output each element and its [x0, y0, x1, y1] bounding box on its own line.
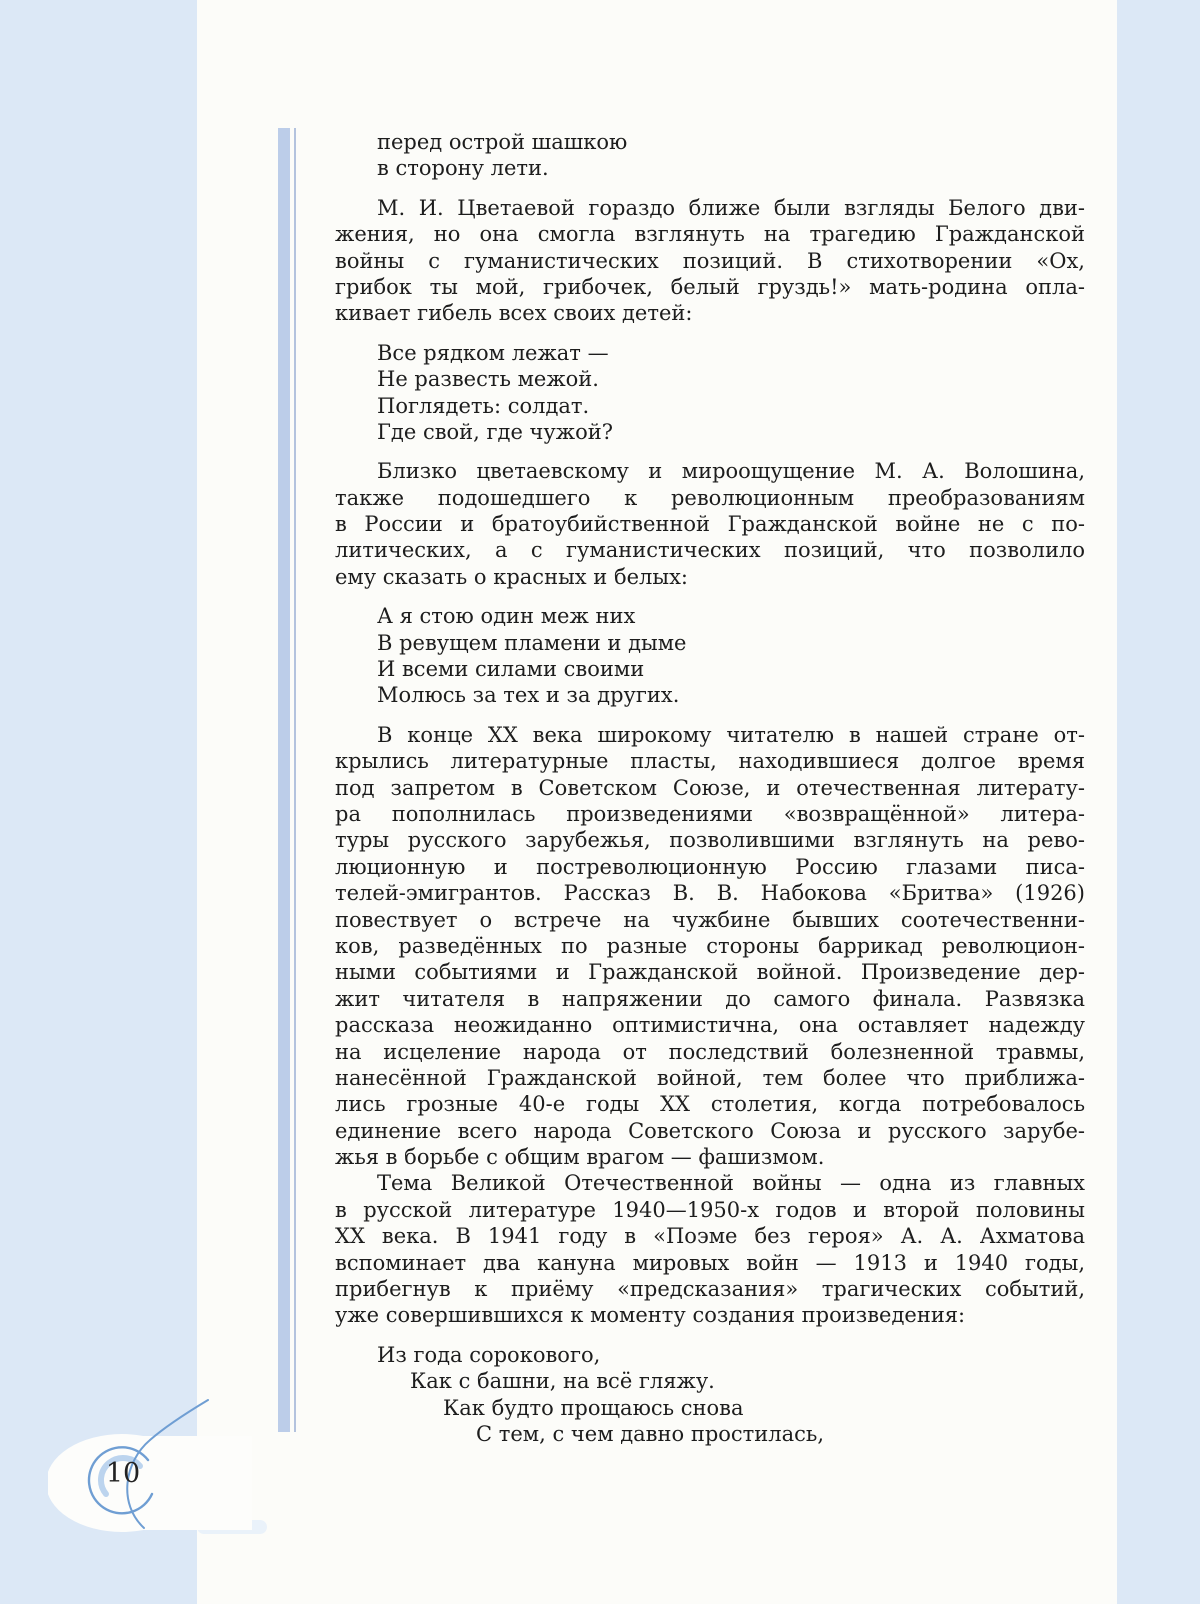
text-line: жья в борьбе с общим врагом — фашизмом.: [335, 1145, 825, 1170]
verse-block: [335, 129, 1085, 182]
text-line: В ревущем пламени и дыме: [377, 630, 687, 655]
text-line: Из года сорокового,: [377, 1342, 601, 1367]
paragraph-block: [335, 722, 1085, 1171]
text-line: Все рядком лежат —: [377, 340, 609, 365]
text-line: в русской литературе 1940—1950-х годов и второй половины: [335, 1197, 1085, 1222]
text-line: Тема Великой Отечественной войны — одна из главных: [377, 1171, 1085, 1196]
text-line: И всеми силами своими: [377, 657, 645, 682]
text-line: Где свой, где чужой?: [377, 419, 614, 444]
text-line: жения, но она смогла взглянуть на трагедию Гражданской: [335, 222, 1085, 247]
text-line: В конце XX века широкому читателю в нашей стране от-: [377, 722, 1085, 747]
text-line: прибегнув к приёму «предсказания» трагических событий,: [335, 1277, 1085, 1302]
text-line: жит читателя в напряжении до самого финала. Развязка: [335, 986, 1085, 1011]
text-line: ков, разведённых по разные стороны баррикад революцион-: [335, 933, 1085, 958]
text-line: Молюсь за тех и за других.: [377, 683, 680, 708]
text-line: литических, а с гуманистических позиций, что позволило: [335, 538, 1085, 563]
text-line: XX века. В 1941 году в «Поэме без героя» А. А. Ахматова: [335, 1224, 1085, 1249]
text-line: Как с башни, на всё гляжу.: [410, 1369, 715, 1394]
text-line: туры русского зарубежья, позволившими взглянуть на рево-: [335, 828, 1085, 853]
text-line: М. И. Цветаевой гораздо ближе были взгляды Белого дви-: [377, 195, 1085, 220]
text-column: [335, 129, 1085, 1460]
text-line: повествует о встрече на чужбине бывших соотечественни-: [335, 907, 1085, 932]
paragraph-block: [335, 458, 1085, 590]
text-line: грибок ты мой, грибочек, белый груздь!» мать-родина опла-: [335, 274, 1085, 299]
text-line: крылись литературные пласты, находившиеся долгое время: [335, 749, 1085, 774]
paragraph-block: [335, 1170, 1085, 1328]
page-margin-right: [1117, 0, 1200, 1604]
page-number: 10: [105, 1458, 141, 1489]
text-line: единение всего народа Советского Союза и русского зарубе-: [335, 1118, 1085, 1143]
text-line: в России и братоубийственной Гражданской войне не с по-: [335, 512, 1085, 537]
text-line: войны с гуманистических позиций. В стихотворении «Ох,: [335, 248, 1085, 273]
text-line: нанесённой Гражданской войной, тем более что приближа-: [335, 1065, 1085, 1090]
text-line: Не развесть межой.: [377, 367, 599, 392]
page-corner-flourish: [48, 1398, 348, 1538]
vertical-rule-thin: [294, 128, 296, 1432]
text-line: также подошедшего к революционным преобразованиям: [335, 485, 1085, 510]
vertical-rule-thick: [278, 128, 290, 1432]
verse-block: [335, 603, 1085, 709]
text-line: Близко цветаевскому и мироощущение М. А. Волошина,: [377, 459, 1085, 484]
text-line: С тем, с чем давно простилась,: [476, 1421, 825, 1446]
verse-block: [335, 1342, 1085, 1448]
text-line: под запретом в Советском Союзе, и отечественная литерату-: [335, 775, 1085, 800]
text-line: вспоминает два кануна мировых войн — 1913 и 1940 годы,: [335, 1250, 1085, 1275]
text-line: в сторону лети.: [377, 156, 549, 181]
text-line: А я стою один меж них: [377, 604, 636, 629]
text-line: рассказа неожиданно оптимистична, она оставляет надежду: [335, 1013, 1085, 1038]
text-line: на исцеление народа от последствий болезненной травмы,: [335, 1039, 1085, 1064]
text-line: лись грозные 40-е годы XX столетия, когда потребовалось: [335, 1092, 1085, 1117]
text-line: ными событиями и Гражданской войной. Произведение дер-: [335, 960, 1085, 985]
verse-block: [335, 340, 1085, 446]
text-line: Как будто прощаюсь снова: [443, 1395, 744, 1420]
paragraph-block: [335, 195, 1085, 327]
page-margin-left: [0, 0, 197, 1604]
text-line: ему сказать о красных и белых:: [335, 564, 689, 589]
text-line: телей-эмигрантов. Рассказ В. В. Набокова «Бритва» (1926): [335, 881, 1085, 906]
text-line: кивает гибель всех своих детей:: [335, 301, 693, 326]
text-line: Поглядеть: солдат.: [377, 393, 590, 418]
text-line: ра пополнилась произведениями «возвращённой» литера-: [335, 801, 1085, 826]
swirl-icon: [48, 1398, 348, 1538]
text-line: уже совершившихся к моменту создания произведения:: [335, 1303, 966, 1328]
text-line: люционную и постреволюционную Россию глазами писа-: [335, 854, 1085, 879]
text-line: перед острой шашкою: [377, 130, 628, 154]
